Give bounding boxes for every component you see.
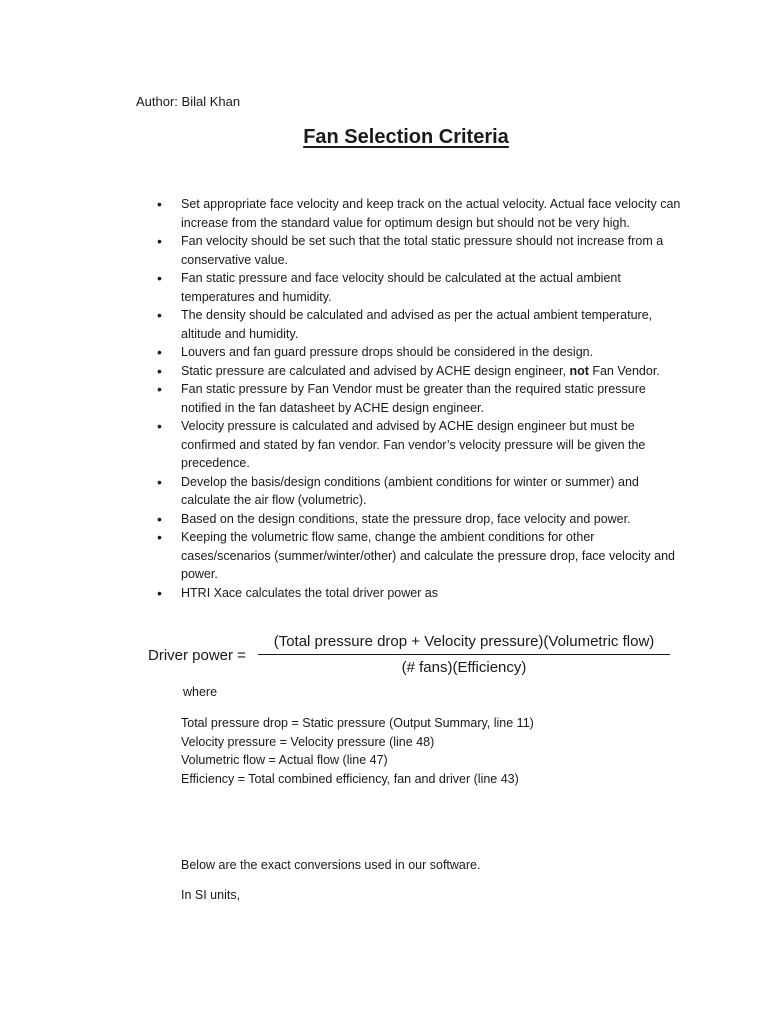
- criteria-item: • Fan static pressure and face velocity should be calculated at the actual ambient temperatures and humidity.: [181, 269, 681, 306]
- criteria-item: • Velocity pressure is calculated and advised by ACHE design engineer but must be confirmed and stated by fan vendor. Fan vendor’s velocity pressure will be given the precedence.: [181, 417, 681, 473]
- page-title: Fan Selection Criteria: [303, 126, 509, 148]
- criteria-list: [181, 195, 681, 602]
- criteria-item: • Fan velocity should be set such that the total static pressure should not increase from a conservative value.: [181, 232, 681, 269]
- formula-lhs: Driver power =: [148, 647, 246, 664]
- definition-line: Volumetric flow = Actual flow (line 47): [181, 753, 388, 767]
- criteria-item: [181, 362, 681, 381]
- criteria-item: • HTRI Xace calculates the total driver power as: [181, 584, 681, 603]
- driver-power-formula: [148, 633, 678, 683]
- criteria-item: • Fan static pressure by Fan Vendor must be greater than the required static pressure notified in the fan datasheet by ACHE design engineer.: [181, 380, 681, 417]
- criteria-text: Fan Vendor.: [588, 363, 660, 378]
- criteria-emphasis: not: [569, 363, 589, 378]
- formula-fraction: [258, 633, 670, 676]
- criteria-text: Static pressure are calculated and advised by ACHE design engineer,: [181, 363, 570, 378]
- author-line: Author: Bilal Khan: [136, 94, 241, 109]
- si-units-note: In SI units,: [181, 888, 241, 902]
- definition-line: Velocity pressure = Velocity pressure (line 48): [181, 734, 435, 749]
- criteria-item: • Develop the basis/design conditions (ambient conditions for winter or summer) and calculate the air flow (volumetric).: [181, 473, 681, 510]
- criteria-item: • Louvers and fan guard pressure drops should be considered in the design.: [181, 343, 681, 362]
- definition-line: Total pressure drop = Static pressure (Output Summary, line 11): [181, 716, 534, 730]
- criteria-item: • Set appropriate face velocity and keep track on the actual velocity. Actual face velocity can increase from the standard value for optimum design but should not be very high.: [181, 195, 681, 232]
- criteria-item: • Keeping the volumetric flow same, change the ambient conditions for other cases/scenarios (summer/winter/other) and calculate the pressure drop, face velocity and power.: [181, 528, 681, 584]
- criteria-item: • The density should be calculated and advised as per the actual ambient temperature, altitude and humidity.: [181, 306, 681, 343]
- definition-line: Efficiency = Total combined efficiency, fan and driver (line 43): [181, 771, 519, 786]
- where-label: where: [183, 685, 218, 699]
- formula-numerator: (Total pressure drop + Velocity pressure)(Volumetric flow): [273, 633, 655, 650]
- conversion-note: Below are the exact conversions used in our software.: [181, 858, 481, 872]
- definitions-block: [181, 714, 534, 788]
- criteria-item: • Based on the design conditions, state the pressure drop, face velocity and power.: [181, 510, 681, 529]
- formula-denominator: (# fans)(Efficiency): [401, 659, 527, 676]
